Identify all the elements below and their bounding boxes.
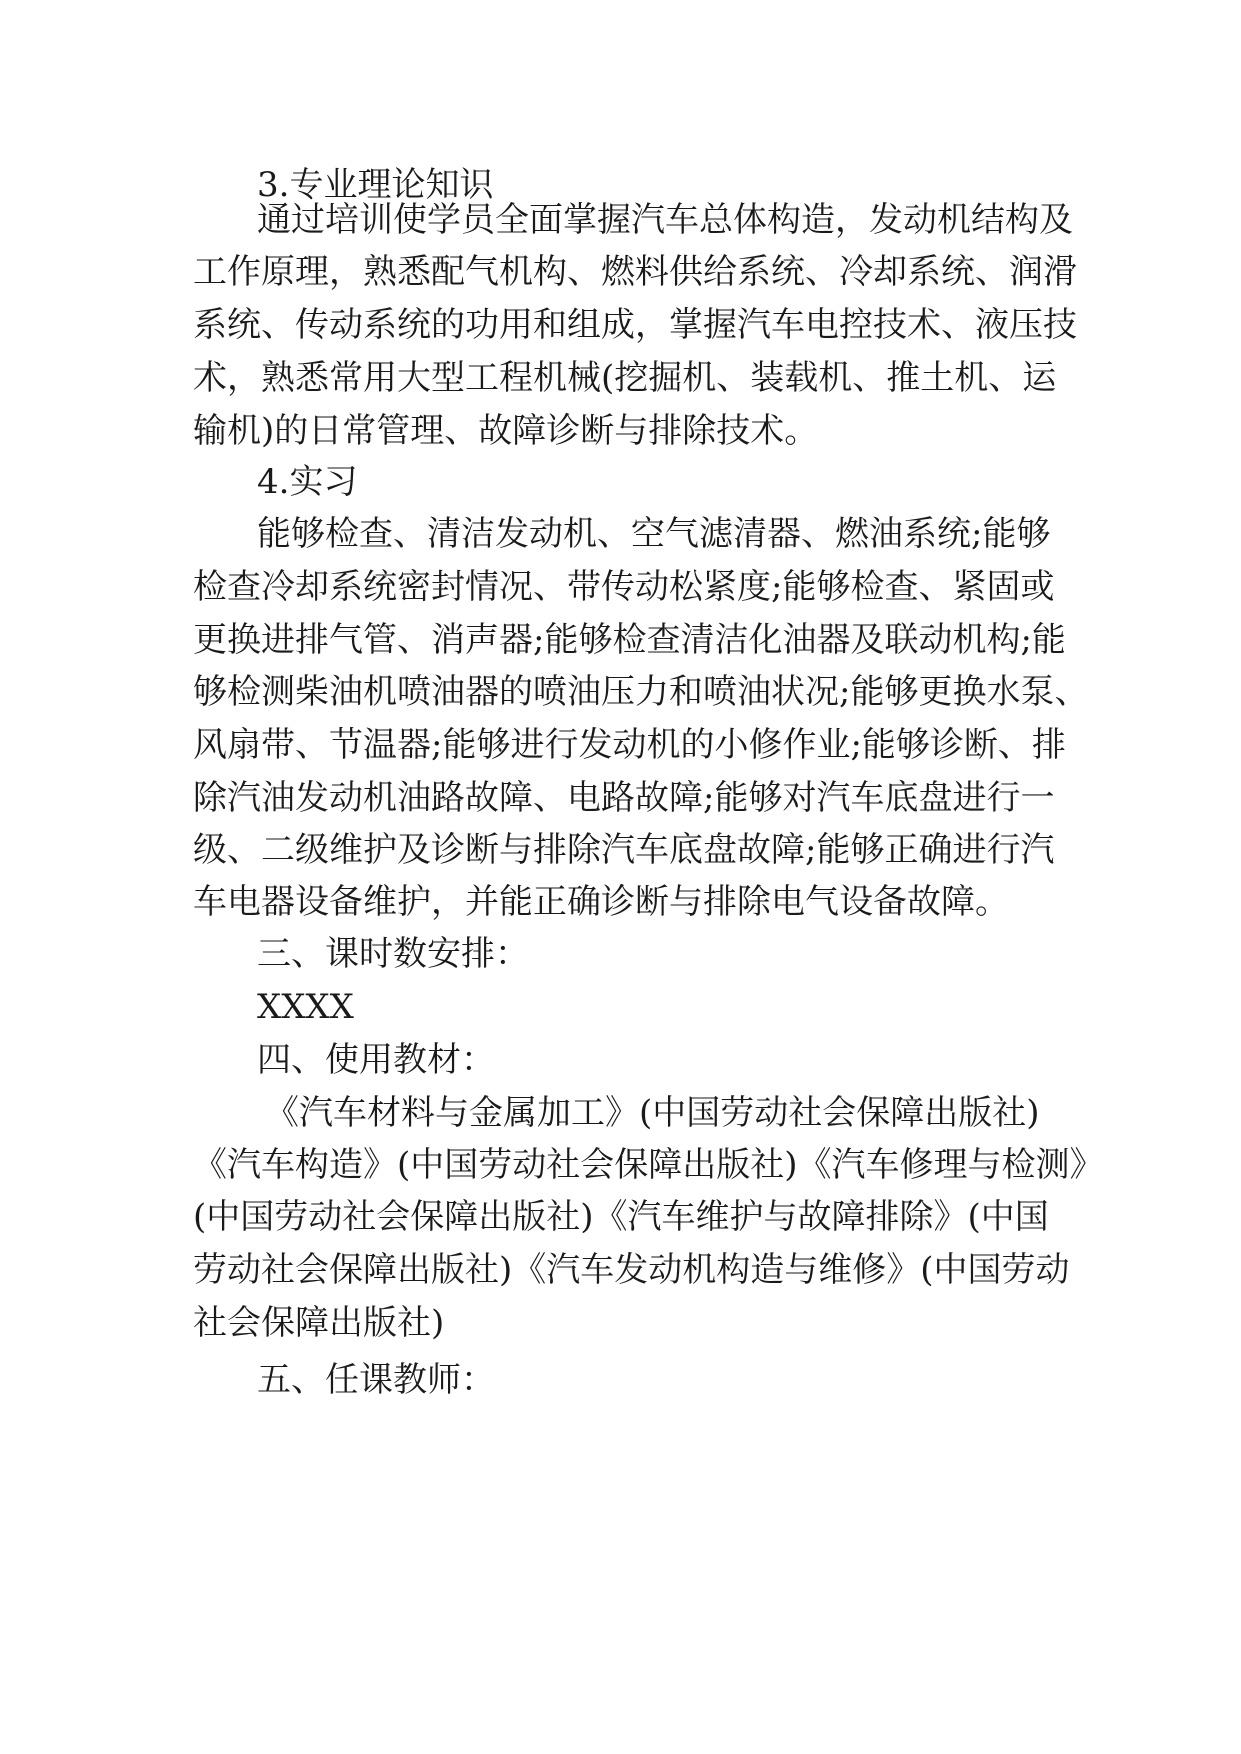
paragraph-line: 系统、传动系统的功用和组成，掌握汽车电控技术、液压技: [193, 305, 1077, 345]
heading-internship: 4.实习: [257, 462, 358, 502]
paragraph-line: 能够检查、清洁发动机、空气滤清器、燃油系统;能够: [257, 514, 1051, 554]
heading-teachers: 五、任课教师：: [257, 1360, 495, 1400]
paragraph-line: 除汽油发动机油路故障、电路故障;能够对汽车底盘进行一: [193, 778, 1055, 818]
textbook-line: 《汽车材料与金属加工》(中国劳动社会保障出版社): [265, 1093, 1040, 1133]
paragraph-line: 工作原理，熟悉配气机构、燃料供给系统、冷却系统、润滑: [193, 252, 1077, 292]
paragraph-line: 更换进排气管、消声器;能够检查清洁化油器及联动机构;能: [193, 620, 1066, 660]
heading-professional-theory: 3.专业理论知识: [257, 165, 494, 205]
textbook-line: 社会保障出版社): [193, 1303, 445, 1343]
textbook-line: 劳动社会保障出版社)《汽车发动机构造与维修》(中国劳动: [193, 1250, 1070, 1290]
paragraph-line: 车电器设备维护，并能正确诊断与排除电气设备故障。: [193, 882, 1009, 922]
heading-textbooks: 四、使用教材：: [257, 1040, 495, 1080]
textbook-line: 《汽车构造》(中国劳动社会保障出版社)《汽车修理与检测》: [193, 1145, 1104, 1185]
paragraph-line: 通过培训使学员全面掌握汽车总体构造，发动机结构及: [257, 200, 1073, 240]
class-hours-value: XXXX: [257, 987, 354, 1027]
heading-class-hours: 三、课时数安排：: [257, 934, 529, 974]
paragraph-line: 够检测柴油机喷油器的喷油压力和喷油状况;能够更换水泵、: [193, 672, 1089, 712]
paragraph-line: 级、二级维护及诊断与排除汽车底盘故障;能够正确进行汽: [193, 830, 1055, 870]
paragraph-line: 风扇带、节温器;能够进行发动机的小修作业;能够诊断、排: [193, 725, 1066, 765]
paragraph-line: 检查冷却系统密封情况、带传动松紧度;能够检查、紧固或: [193, 567, 1055, 607]
textbook-line: (中国劳动社会保障出版社)《汽车维护与故障排除》(中国: [193, 1197, 1049, 1237]
paragraph-line: 术，熟悉常用大型工程机械(挖掘机、装载机、推土机、运: [193, 358, 1057, 398]
paragraph-line: 输机)的日常管理、故障诊断与排除技术。: [193, 411, 819, 451]
